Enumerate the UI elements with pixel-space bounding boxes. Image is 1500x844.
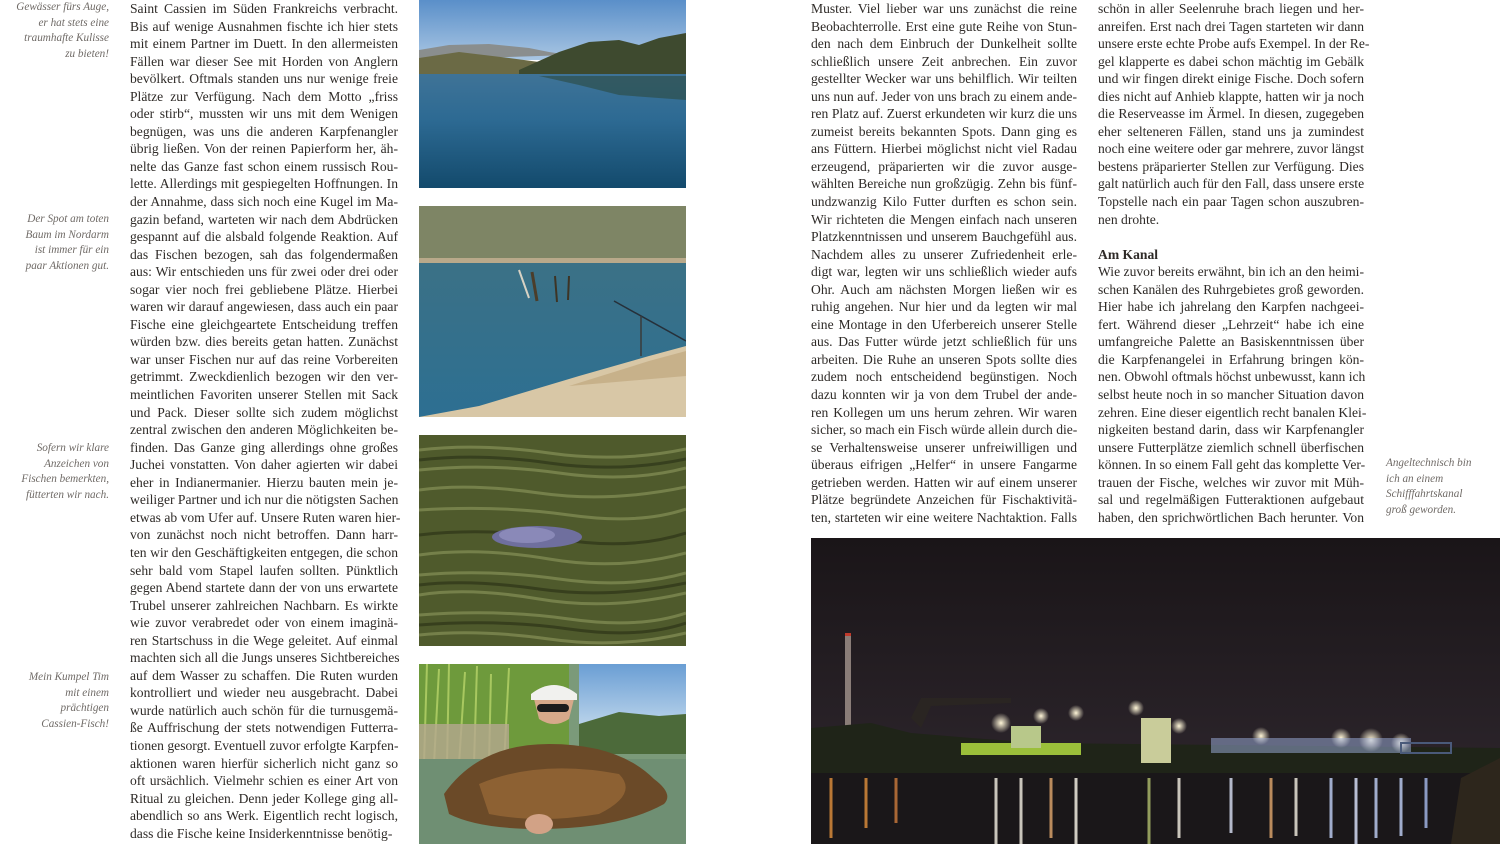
text-line: undzwanzig Kilo Futter durften es schon sein.: [811, 194, 1077, 210]
text-line: der Annahme, dass sich noch eine Kugel im Ma-: [130, 194, 398, 210]
photo-night-canal: [811, 538, 1500, 844]
text-line: war unser Fischen nur auf das reine Vorbereiten: [130, 351, 398, 367]
text-line: kontrolliert und wieder neu ausgebracht. Dabei: [130, 685, 398, 701]
text-line: uns nun auf. Jeder von uns brach zu einem ande-: [811, 88, 1077, 104]
text-line: und Pack. Dieser sollte sich zudem möglichst: [130, 404, 398, 420]
text-line: ten, starteten wir eine weitere Nachtaktion. Falls: [811, 509, 1077, 525]
text-line: abendlich so ans Werk. Eigentlich recht logisch,: [130, 808, 398, 824]
text-line: nelte das Ganze fast schon einem russisch Rou-: [130, 158, 398, 174]
text-line: etwas ab vom Ufer auf. Unsere Ruten waren hier-: [130, 509, 401, 525]
text-line: wählten Bereiche nun großzügig. Zehn bis fünf-: [811, 176, 1077, 192]
text-line: noch eine weitere oder gar mehrere, zuvor längst: [1098, 141, 1364, 157]
text-line: bestens präparierter Stellen zur Verfügung. Dies: [1098, 158, 1364, 174]
text-line: ren Platz auf. Zuerst erkundeten wir kurz die uns: [811, 106, 1077, 122]
caption-feeding: [0, 441, 109, 503]
caption-canal: [1386, 456, 1498, 518]
text-line: dazu konnten wir ja von dem Trubel der ande-: [811, 387, 1077, 403]
text-line: Trubel unserer zahlreichen Nachbarn. Es wirkte: [130, 597, 398, 613]
caption-dead-tree-spot: [0, 212, 109, 274]
text-line: übrig ließen. Von der reinen Papierform her, äh-: [130, 141, 398, 157]
dead-tree-spot-image: [419, 206, 686, 417]
text-line: und wir fingen direkt einige Fische. Doch sofern: [1098, 71, 1364, 87]
text-line: fert. Während dieser „Lehrzeit“ habe ich eine: [1098, 316, 1364, 332]
text-line: nen. Obwohl oftmals höchst unbewusst, kann ich: [1098, 369, 1366, 385]
text-line: schön in aller Seelenruhe brach liegen und her-: [1098, 1, 1364, 16]
text-line: würden bzw. dies bereits getan hatten. Zunächst: [130, 334, 398, 350]
photo-tim-with-carp: [419, 664, 686, 844]
text-line: mit einem Partner im Duett. In den allermeisten: [130, 36, 398, 52]
blank-line: [1098, 228, 1364, 246]
text-line: getrimmt. Zweckdienlich bezogen wir den ver-: [130, 369, 398, 385]
text-line: eher in Indianermanier. Hierzu bauten mein je-: [130, 474, 398, 490]
text-line: tionen gesorgt. Eventuell zuvor erfolgte Karpfen-: [130, 737, 399, 753]
text-line: Plätze begründete Anzeichen für Fischaktivitä-: [811, 492, 1077, 508]
text-line: überaus eifrigen „Helfer“ in unsere Fangarme: [811, 457, 1077, 473]
text-line: Ritual zu gleichen. Denn jeder Kollege ging all-: [130, 790, 398, 806]
text-line: gegen Abend startete dann der von uns erwartete: [130, 580, 398, 596]
photo-lake-landscape: [419, 0, 686, 188]
text-column-middle: [811, 0, 1077, 526]
text-line: sehr bald vom Stapel laufen sollten. Pünktlich: [130, 562, 398, 578]
caption-line: zu bieten!: [65, 47, 109, 60]
text-line: den nach dem Einbruch der Dunkelheit sollte: [811, 36, 1077, 52]
caption-line: prächtigen: [60, 702, 109, 715]
caption-line: Anzeichen von: [44, 457, 109, 470]
text-line: oft ursächlich. Vielmehr schien es einer Art von: [130, 773, 398, 789]
text-line: aktionen waren hierfür sicherlich nicht ganz so: [130, 755, 398, 771]
text-line: Beobachterrolle. Erst eine gute Reihe von Stun-: [811, 18, 1077, 34]
text-line: nigkeiten bestand darin, dass wir Karpfenangler: [1098, 422, 1364, 438]
text-line: ruhig angehen. Nur hier und da legten wir mal: [811, 299, 1077, 315]
text-line: sicher, so mach ein Fisch würde allein durch die-: [811, 422, 1078, 438]
text-line: galt natürlich auch für den Fall, dass unsere erste: [1098, 176, 1365, 192]
caption-line: Mein Kumpel Tim: [28, 671, 109, 683]
text-line: selbst heute noch in so mancher Situation davon: [1098, 387, 1364, 403]
text-line: zehren. Eine dieser eigentlich recht banalen Klei-: [1098, 404, 1367, 420]
photo-carp-surfacing: [419, 435, 686, 646]
text-line: Wir richteten die Mengen einfach nach unseren: [811, 211, 1077, 227]
night-canal-image: [811, 538, 1500, 844]
tim-with-carp-image: [419, 664, 686, 844]
section-heading-am-kanal: Am Kanal: [1098, 246, 1159, 262]
caption-line: Der Spot am toten: [27, 213, 109, 225]
text-line: begnügen, was uns die anderen Karpfenangler: [130, 123, 398, 139]
carp-surfacing-image: [419, 435, 686, 646]
text-line: Platzkenntnissen und unserem Bauchgefühl aus.: [811, 229, 1077, 245]
text-column-left: [130, 0, 401, 842]
text-line: dies nicht auf Anhieb klappte, hatten wir ja noch: [1098, 88, 1364, 104]
text-line: Bis auf wenige Ausnahmen fischte ich hier stets: [130, 18, 398, 34]
text-line: Wie zuvor bereits erwähnt, bin ich an den heimi-: [1098, 264, 1364, 280]
caption-line: groß geworden.: [1386, 503, 1457, 516]
text-line: Ohr. Auch am nächsten Morgen ließen wir es: [811, 281, 1077, 297]
text-line: Hier habe ich jahrelang den Karpfen nachgeei-: [1098, 299, 1364, 315]
caption-line: Baum im Nordarm: [25, 228, 109, 241]
caption-line: Schifffahrtskanal: [1386, 488, 1463, 501]
text-line: haben, den sprichwörtlichen Bach herunter. Von: [1098, 509, 1364, 525]
caption-tim-catch: [0, 670, 109, 732]
text-line: wurde natürlich auch schön für die turnusgemä-: [130, 702, 398, 718]
text-line: getrieben werden. Hatten wir auf einem unserer: [811, 474, 1077, 490]
caption-line: Angeltechnisch bin: [1386, 457, 1472, 469]
text-column-right: [1098, 0, 1370, 526]
text-line: se Verhaltensweise unserer unfreiwilligen und: [811, 439, 1077, 455]
caption-line: ist immer für ein: [34, 244, 109, 257]
text-line: können. In so einem Fall geht das komplette Ver-: [1098, 457, 1366, 473]
text-line: zentral zwischen den anderen Möglichkeiten be-: [130, 422, 398, 438]
text-line: Fällen war dieser See mit Horden von Anglern: [130, 53, 398, 69]
text-line: dass die Fische keine Insiderkenntnisse benötig-: [130, 825, 393, 841]
caption-line: fütterten wir nach.: [26, 488, 109, 501]
text-line: aus. Das Futter würde jetzt schließlich für uns: [811, 334, 1077, 350]
text-line: gazin befand, warteten wir nach dem Abdrücken: [130, 211, 398, 227]
caption-line: Cassien-Fisch!: [41, 717, 109, 730]
text-line: gestellter Wecker war uns behilflich. Wir teilten: [811, 71, 1077, 87]
text-line: sogar vier noch frei gebliebene Plätze. Hierbei: [130, 281, 398, 297]
text-line: ße Auffrischung der stets notwendigen Futterra-: [130, 720, 398, 736]
text-line: ten wir den Geschäftigkeiten entgegen, die schon: [130, 544, 398, 560]
text-line: auf dem Wasser zu schaffen. Die Ruten wurden: [130, 667, 398, 683]
caption-line: traumhafte Kulisse: [24, 32, 109, 45]
text-line: machten sich all die Jungs unseres Sichtbereiches: [130, 650, 400, 666]
text-line: lette. Allerdings mit gespiegelten Hoffnungen. In: [130, 176, 398, 192]
text-line: arbeiten. Die Ruhe an unseren Spots sollte dies: [811, 351, 1077, 367]
text-line: digt war, legten wir uns schließlich wieder aufs: [811, 264, 1077, 280]
text-line: Muster. Viel lieber war uns zunächst die reine: [811, 1, 1077, 16]
text-line: aus: Wir entschieden uns für zwei oder drei oder: [130, 264, 398, 280]
text-line: von zunächst noch nicht betroffen. Dann harr-: [130, 527, 398, 543]
caption-line: paar Aktionen gut.: [25, 259, 109, 272]
text-line: oder stirb“, mussten wir uns mit dem Wenigen: [130, 106, 398, 122]
text-line: ren Startschuss in die Wege geleitet. Auf einmal: [130, 632, 398, 648]
caption-lake-view: [0, 0, 109, 62]
text-line: unsere Futterplätze ziemlich schnell überfischen: [1098, 439, 1364, 455]
text-line: weiliger Partner und ich nur die nötigsten Sachen: [130, 492, 399, 508]
text-line: erzeugend, präparierten wir die zuvor ausge-: [811, 158, 1077, 174]
text-block-am-kanal: [1098, 263, 1367, 526]
caption-line: Fischen bemerkten,: [21, 473, 109, 486]
caption-line: mit einem: [65, 686, 109, 699]
caption-line: ich an einem: [1386, 472, 1444, 485]
text-line: sal und regelmäßigen Futteraktionen aufgebaut: [1098, 492, 1364, 508]
text-line: eher selteneren Fällen, stand uns ja zumindest: [1098, 123, 1364, 139]
text-line: schließlich unsere Zeit anbrechen. Ein zuvor: [811, 53, 1077, 69]
text-block-seelenruhe: [1098, 0, 1370, 228]
text-line: Nachdem alles zu unserer Zufriedenheit erle-: [811, 246, 1077, 262]
photo-dead-tree-spot: [419, 206, 686, 417]
text-line: ans Füttern. Hierbei möglichst nicht viel Radau: [811, 141, 1077, 157]
caption-line: er hat stets eine: [38, 16, 109, 29]
text-line: zudem noch entscheidend begünstigen. Noch: [811, 369, 1077, 385]
text-line: Saint Cassien im Süden Frankreichs verbracht.: [130, 1, 398, 16]
text-line: wie zuvor verabredet oder von einem imaginä-: [130, 615, 398, 631]
text-line: die Reserveasse im Ärmel. In diesen, zugegeben: [1098, 106, 1364, 122]
text-line: Fische eine gleichgeartete Entscheidung treffen: [130, 316, 398, 332]
text-line: ren Kollegen um uns herum zehren. Wir waren: [811, 404, 1077, 420]
text-line: die Karpfenangelei in Erfahrung bringen kön-: [1098, 351, 1364, 367]
text-line: umfangreiche Palette an Basiskenntnissen über: [1098, 334, 1364, 350]
caption-line: Gewässer fürs Auge,: [16, 1, 109, 13]
text-line: gespannt auf die alsbald folgende Reaktion. Auf: [130, 229, 398, 245]
text-line: unsere erste echte Probe aufs Exempel. In der Re-: [1098, 36, 1370, 52]
text-line: zumeist bereits bekannten Spots. Dann ging es: [811, 123, 1077, 139]
text-line: anreifen. Erst nach drei Tagen starteten wir dann: [1098, 18, 1364, 34]
text-line: Plätze zur Verfügung. Nach dem Motto „friss: [130, 88, 398, 104]
text-line: waren wir darauf angewiesen, dass auch ein paar: [130, 299, 398, 315]
lake-landscape-image: [419, 0, 686, 188]
text-line: schen Kanälen des Ruhrgebietes groß geworden.: [1098, 281, 1364, 297]
text-line: trauen der Fische, welches wir zuvor mit Müh-: [1098, 474, 1364, 490]
text-line: nen drohte.: [1098, 211, 1160, 227]
text-line: eine Montage in den Uferbereich unserer Stelle: [811, 316, 1077, 332]
text-line: Juchei vonstatten. Von daher agierten wir dabei: [130, 457, 398, 473]
text-line: gel klapperte es dabei schon mächtig im Gebälk: [1098, 53, 1364, 69]
text-line: finden. Das Ganze ging allerdings ohne großes: [130, 439, 398, 455]
text-line: Topstelle nach ein paar Tagen schon auszubren-: [1098, 194, 1364, 210]
caption-line: Sofern wir klare: [36, 442, 109, 454]
text-line: bevölkert. Oftmals standen uns nur wenige freie: [130, 71, 398, 87]
text-line: das Fischen bezogen, sah das folgendermaßen: [130, 246, 398, 262]
text-line: meintlichen Favoriten unserer Stellen mit Sack: [130, 387, 398, 403]
